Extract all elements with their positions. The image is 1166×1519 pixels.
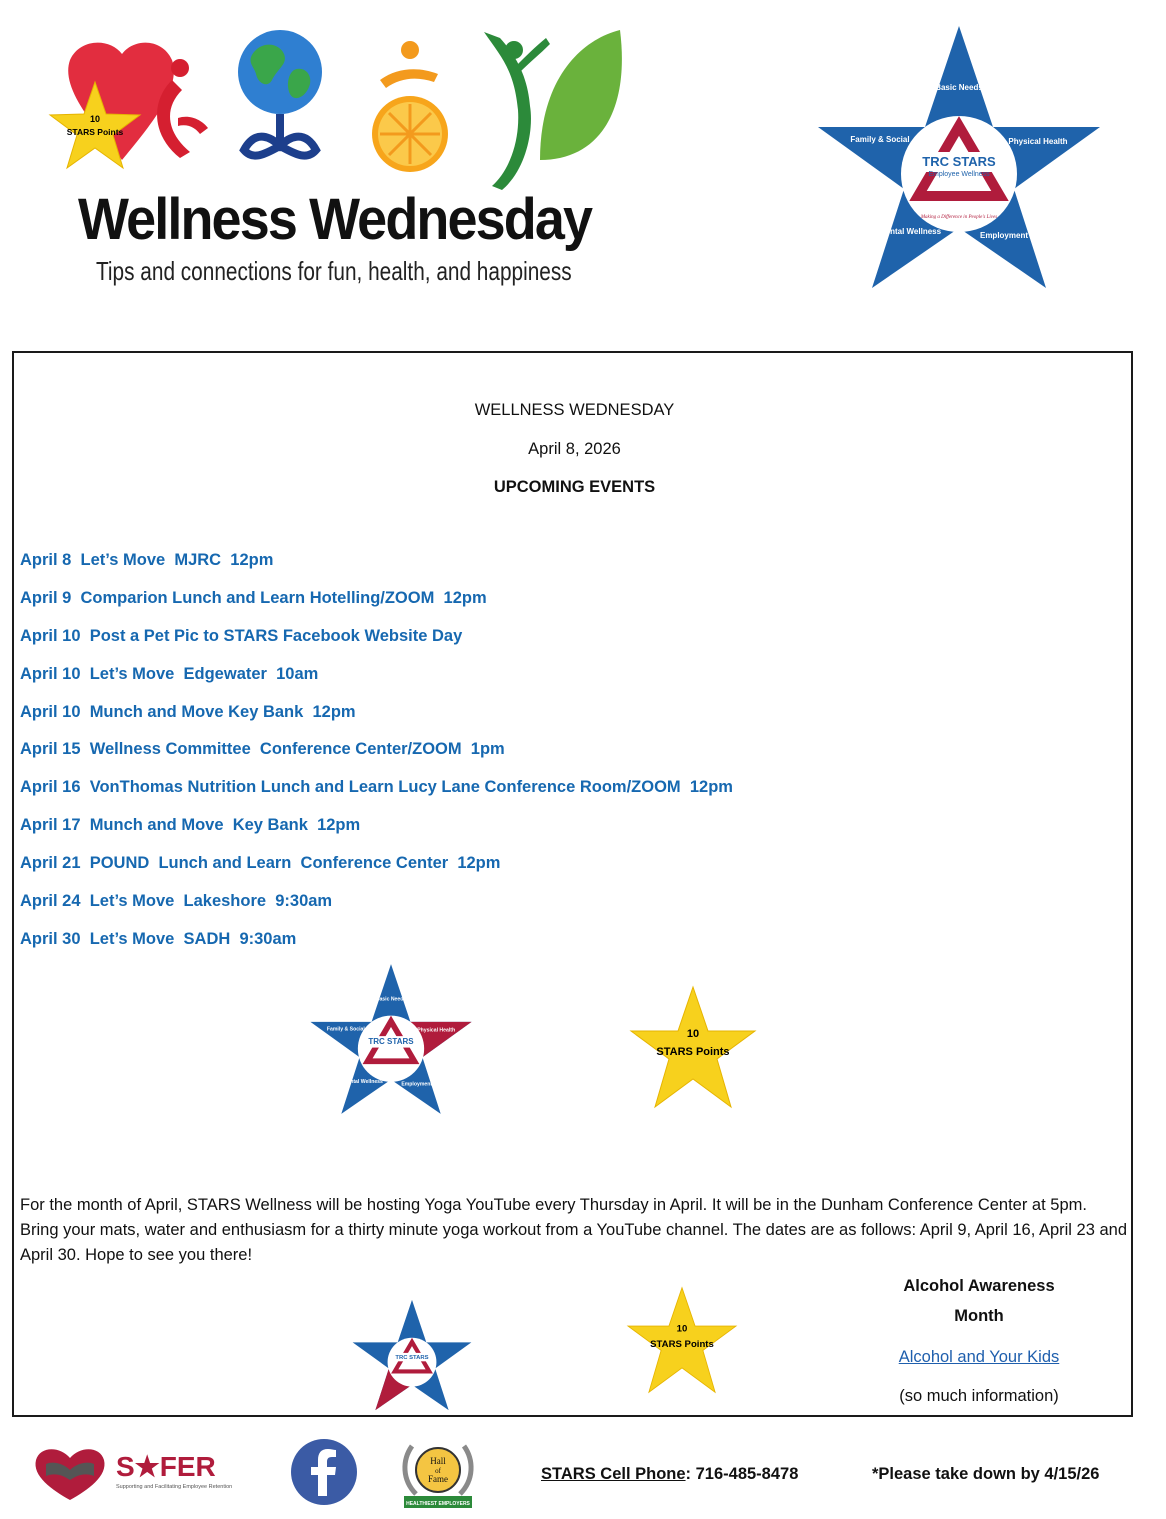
page-tagline: Tips and connections for fun, health, and happiness bbox=[96, 256, 572, 286]
svg-text:Employment: Employment bbox=[979, 231, 1029, 240]
stars-cell-phone bbox=[541, 1465, 798, 1484]
event-item: April 21 POUND Lunch and Learn Conference Center 12pm bbox=[20, 854, 501, 873]
orange-runner-icon bbox=[372, 41, 448, 172]
alcohol-awareness-block bbox=[874, 1271, 1084, 1407]
newsletter-heading: WELLNESS WEDNESDAY bbox=[474, 401, 675, 419]
event-item: April 9 Comparion Lunch and Learn Hotelling/ZOOM 12pm bbox=[20, 588, 487, 607]
alcohol-note: (so much information) bbox=[899, 1387, 1059, 1405]
svg-text:Hall: Hall bbox=[430, 1456, 446, 1466]
event-item: April 10 Munch and Move Key Bank 12pm bbox=[20, 702, 356, 721]
wellness-icons-banner bbox=[40, 10, 640, 200]
events-list bbox=[20, 549, 733, 966]
svg-text:Making a Difference in People': Making a Difference in People's Lives bbox=[920, 215, 998, 220]
svg-text:Family & Social: Family & Social bbox=[326, 1026, 365, 1033]
svg-text:Fame: Fame bbox=[428, 1474, 448, 1484]
take-down-notice: *Please take down by 4/15/26 bbox=[872, 1465, 1100, 1483]
svg-text:HEALTHIEST EMPLOYERS: HEALTHIEST EMPLOYERS bbox=[406, 1501, 470, 1507]
svg-text:Mental Wellness: Mental Wellness bbox=[878, 227, 942, 236]
svg-text:STARS Points: STARS Points bbox=[656, 1046, 730, 1058]
trc-stars-logo-small bbox=[310, 963, 472, 1115]
svg-text:TRC STARS: TRC STARS bbox=[922, 154, 996, 169]
svg-text:10: 10 bbox=[89, 114, 101, 124]
svg-text:10: 10 bbox=[676, 1323, 688, 1335]
page-title: Wellness Wednesday bbox=[78, 187, 592, 252]
event-item: April 30 Let’s Move SADH 9:30am bbox=[20, 929, 297, 948]
event-item: April 10 Post a Pet Pic to STARS Facebook Website Day bbox=[20, 626, 463, 645]
svg-text:S★FER: S★FER bbox=[116, 1451, 216, 1482]
svg-text:Physical Health: Physical Health bbox=[1008, 137, 1068, 146]
svg-text:STARS Points: STARS Points bbox=[66, 127, 124, 137]
facebook-icon[interactable] bbox=[290, 1438, 358, 1506]
safer-logo bbox=[26, 1442, 238, 1500]
event-item: April 8 Let’s Move MJRC 12pm bbox=[20, 551, 274, 569]
newsletter-date: April 8, 2026 bbox=[528, 440, 621, 458]
svg-text:Mental Wellness: Mental Wellness bbox=[343, 1079, 383, 1085]
svg-text:Employee Wellness: Employee Wellness bbox=[928, 171, 990, 178]
event-item: April 24 Let’s Move Lakeshore 9:30am bbox=[20, 892, 333, 911]
events-heading: UPCOMING EVENTS bbox=[493, 478, 656, 496]
event-item: April 17 Munch and Move Key Bank 12pm bbox=[20, 816, 361, 835]
yoga-announcement: For the month of April, STARS Wellness will be hosting Yoga YouTube every Thursday in April. It will be in the Dunham Conference Center at 5pm. Bring your mats, water and enthusiasm for a thirty minute yoga workout from a YouTube channel. The dates are as follows: April 9, April 16, April 23 and April 30. Hope to see you there! bbox=[20, 1196, 1128, 1264]
alcohol-awareness-title: Alcohol Awareness Month bbox=[903, 1277, 1055, 1325]
svg-text:Basic Needs: Basic Needs bbox=[935, 83, 983, 92]
event-item: April 15 Wellness Committee Conference Center/ZOOM 1pm bbox=[20, 740, 505, 759]
alcohol-and-your-kids-link[interactable]: Alcohol and Your Kids bbox=[898, 1348, 1060, 1366]
svg-text:Physical Health: Physical Health bbox=[417, 1027, 456, 1034]
leaf-figure-icon bbox=[484, 30, 622, 190]
newsletter-box bbox=[12, 351, 1133, 1417]
trc-stars-logo-small bbox=[351, 1299, 473, 1411]
svg-text:Employment: Employment bbox=[401, 1081, 433, 1088]
globe-yoga-icon bbox=[238, 30, 322, 156]
svg-text:STARS Points: STARS Points bbox=[650, 1338, 714, 1350]
svg-text:TRC STARS: TRC STARS bbox=[395, 1354, 429, 1361]
stars-points-star-icon bbox=[629, 985, 757, 1109]
svg-text:TRC STARS: TRC STARS bbox=[368, 1037, 414, 1047]
event-item: April 16 VonThomas Nutrition Lunch and Learn Lucy Lane Conference Room/ZOOM 12pm bbox=[20, 778, 733, 797]
svg-text:of: of bbox=[435, 1467, 441, 1475]
svg-text:10: 10 bbox=[686, 1028, 700, 1040]
phone-label: STARS Cell Phone bbox=[541, 1465, 686, 1483]
hall-of-fame-badge bbox=[398, 1436, 478, 1510]
heart-handshake-icon bbox=[35, 1449, 104, 1500]
stars-points-star-icon bbox=[626, 1286, 738, 1394]
phone-number: : 716-485-8478 bbox=[685, 1465, 799, 1483]
svg-text:Supporting and Facilitating Em: Supporting and Facilitating Employee Retention bbox=[116, 1484, 233, 1490]
svg-text:Family & Social: Family & Social bbox=[850, 135, 910, 144]
trc-stars-logo bbox=[818, 24, 1100, 290]
event-item: April 10 Let’s Move Edgewater 10am bbox=[20, 664, 319, 683]
svg-text:Basic Needs: Basic Needs bbox=[375, 996, 407, 1003]
